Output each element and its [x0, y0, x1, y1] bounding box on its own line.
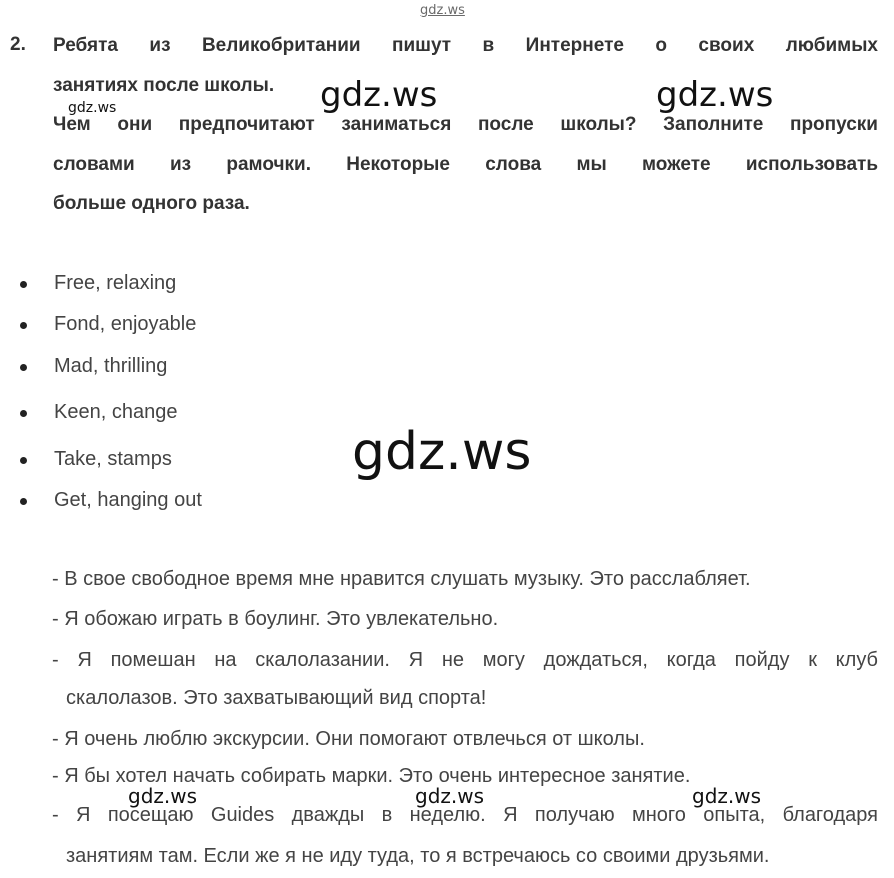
watermark-large-left: gdz.ws: [320, 75, 438, 115]
bullet-icon: [20, 410, 27, 417]
list-item-text: Take, stamps: [54, 448, 172, 470]
task-line-2: занятиях после школы.: [53, 74, 275, 96]
task-line-1: Ребята из Великобритании пишут в Интернете о своих любимых: [53, 35, 878, 56]
task-line-3: Чем они предпочитают заниматься после школы? Заполните пропуски: [53, 114, 878, 135]
task-instructions: [53, 26, 878, 224]
watermark-top[interactable]: gdz.ws: [420, 3, 465, 18]
watermark-bottom-center: gdz.ws: [415, 784, 485, 808]
bullet-icon: [20, 498, 27, 505]
watermark-bottom-right: gdz.ws: [692, 784, 762, 808]
watermark-bottom-left: gdz.ws: [128, 784, 198, 808]
task-line-4: словами из рамочки. Некоторые слова мы можете использовать: [53, 153, 878, 175]
list-item-text: Mad, thrilling: [54, 355, 168, 377]
answer-line: - Я посещаю Guides дважды в неделю. Я получаю много опыта, благодаря: [52, 804, 878, 826]
bullet-icon: [20, 322, 27, 329]
task-number: 2.: [10, 34, 26, 55]
answer-line: - Я бы хотел начать собирать марки. Это очень интересное занятие.: [52, 765, 691, 787]
watermark-small: gdz.ws: [68, 100, 117, 116]
task-line-5: больше одного раза.: [53, 193, 250, 214]
answer-line: занятиям там. Если же я не иду туда, то я встречаюсь со своими друзьями.: [66, 845, 770, 867]
answer-line: - В свое свободное время мне нравится слушать музыку. Это расслабляет.: [52, 568, 751, 590]
answer-line: скалолазов. Это захватывающий вид спорта!: [66, 687, 487, 709]
answer-line: - Я помешан на скалолазании. Я не могу дождаться, когда пойду к клуб: [52, 649, 878, 671]
bullet-icon: [20, 457, 27, 464]
answer-line: - Я обожаю играть в боулинг. Это увлекательно.: [52, 608, 499, 630]
watermark-center: gdz.ws: [352, 422, 532, 482]
bullet-icon: [20, 364, 27, 371]
bullet-icon: [20, 281, 27, 288]
list-item-text: Keen, change: [54, 401, 178, 423]
list-item-text: Free, relaxing: [54, 272, 177, 294]
answer-line: - Я очень люблю экскурсии. Они помогают отвлечься от школы.: [52, 728, 645, 750]
list-item-text: Get, hanging out: [54, 489, 202, 511]
watermark-large-right: gdz.ws: [656, 75, 774, 115]
list-item-text: Fond, enjoyable: [54, 313, 197, 335]
